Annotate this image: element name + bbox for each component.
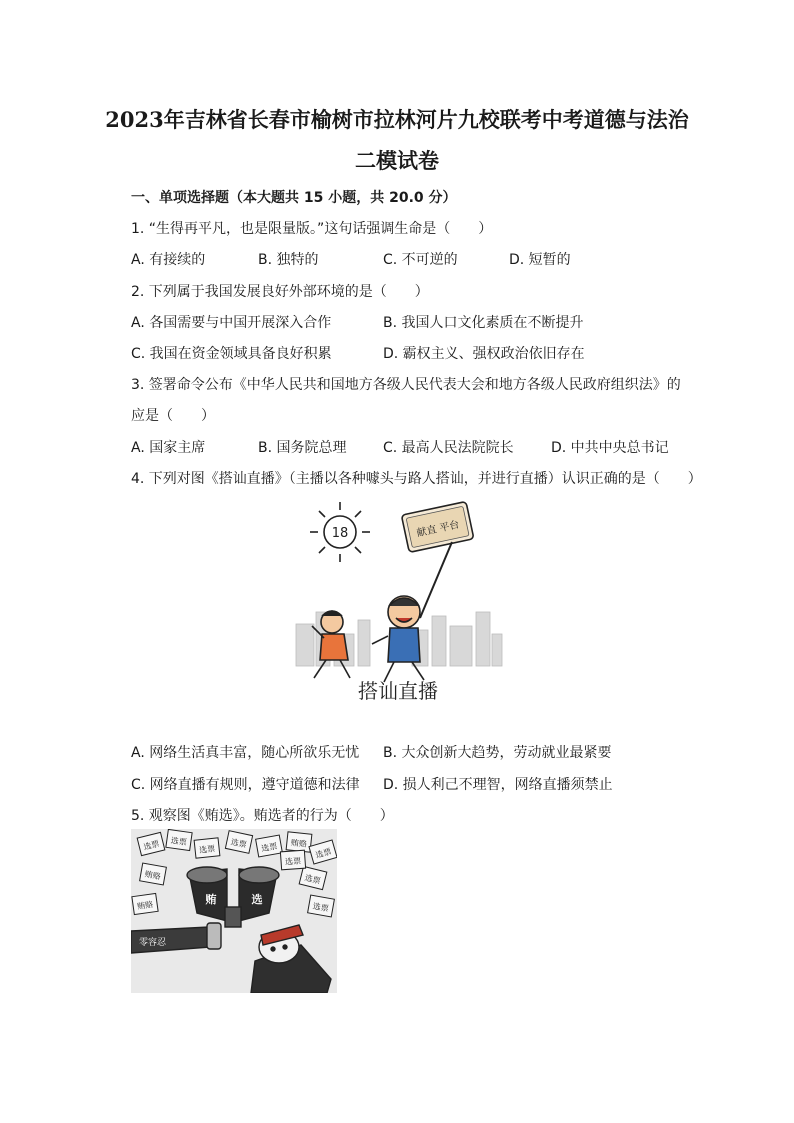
question-1-stem: 1. “生得再平凡，也是限量版。”这句话强调生命是（ ）: [131, 221, 493, 237]
question-5-stem: 5. 观察图《贿选》。贿选者的行为（ ）: [131, 808, 394, 824]
ballot-label: 选票: [229, 837, 248, 850]
streamer-man-figure: [372, 596, 424, 682]
section-heading: 一、单项选择题（本大题共 15 小题，共 20.0 分）: [131, 190, 457, 206]
ballot-label: 选票: [303, 873, 322, 886]
question-4-option-c: C. 网络直播有规则，遵守道德和法律: [131, 777, 360, 793]
question-2-option-a: A. 各国需要与中国开展深入合作: [131, 315, 332, 331]
sun-label: 18: [331, 526, 349, 541]
ballot-label: 贿赂: [144, 869, 162, 882]
ballot-paper: [140, 863, 167, 885]
selfie-stick: [420, 542, 452, 618]
question-2-option-d: D. 霸权主义、强权政治依旧存在: [383, 346, 585, 362]
ballot-paper: [166, 829, 192, 850]
ballot-label: 选票: [170, 835, 188, 848]
question-3-stem-line2: 应是（ ）: [131, 408, 215, 424]
question-2-option-b: B. 我国人口文化素质在不断提升: [383, 315, 584, 331]
ballot-label: 选票: [198, 844, 216, 855]
question-3-option-d: D. 中共中央总书记: [551, 440, 669, 456]
question-3-option-b: B. 国务院总理: [258, 440, 347, 456]
megaphone-label-right: 选: [251, 893, 263, 906]
question-3-option-a: A. 国家主席: [131, 440, 206, 456]
question-3-option-c: C. 最高人民法院院长: [383, 440, 514, 456]
ballot-label: 选票: [260, 841, 278, 854]
ballot-label: 贿赂: [290, 838, 308, 849]
question-4-option-d: D. 损人利己不理智，网络直播须禁止: [383, 777, 613, 793]
figure-caption: 搭讪直播: [358, 679, 438, 703]
ballot-label: 选票: [284, 856, 302, 867]
ballot-paper: [280, 850, 305, 870]
ballot-paper: [194, 838, 220, 858]
question-1-option-a: A. 有接续的: [131, 252, 206, 268]
ballot-label: 选票: [312, 901, 330, 914]
question-1-option-b: B. 独特的: [258, 252, 319, 268]
ballot-label: 选票: [314, 846, 333, 860]
question-1-option-d: D. 短暂的: [509, 252, 571, 268]
question-4-option-a: A. 网络生活真丰富，随心所欲乐无忧: [131, 745, 360, 761]
question-2-stem: 2. 下列属于我国发展良好外部环境的是（ ）: [131, 284, 429, 300]
ballot-paper: [132, 893, 158, 914]
question-1-option-c: C. 不可逆的: [383, 252, 458, 268]
cartoon-livestream-figure: [292, 494, 504, 710]
question-4-stem: 4. 下列对图《搭讪直播》（主播以各种噱头与路人搭讪，并进行直播）认识正确的是（ ）: [131, 471, 702, 487]
paper-title-line2: 二模试卷: [355, 148, 439, 173]
ballot-label: 贿赂: [136, 899, 154, 912]
ballot-paper: [286, 832, 312, 852]
paper-title-line1: 2023年吉林省长春市榆树市拉林河片九校联考中考道德与法治: [105, 107, 689, 132]
question-4-option-b: B. 大众创新大趋势，劳动就业最紧要: [383, 745, 612, 761]
cartoon-bribery-figure: [131, 829, 337, 993]
sleeve-label: 零容忍: [139, 938, 167, 948]
megaphone-label-left: 贿: [205, 893, 217, 906]
phone-sign-text: 献直 平台: [415, 519, 461, 540]
question-2-option-c: C. 我国在资金领域具备良好积累: [131, 346, 332, 362]
ballot-paper: [256, 835, 283, 857]
question-3-stem-line1: 3. 签署命令公布《中华人民共和国地方各级人民代表大会和地方各级人民政府组织法》的: [131, 377, 681, 393]
ballot-label: 选票: [142, 839, 161, 852]
ballot-paper: [308, 895, 335, 917]
